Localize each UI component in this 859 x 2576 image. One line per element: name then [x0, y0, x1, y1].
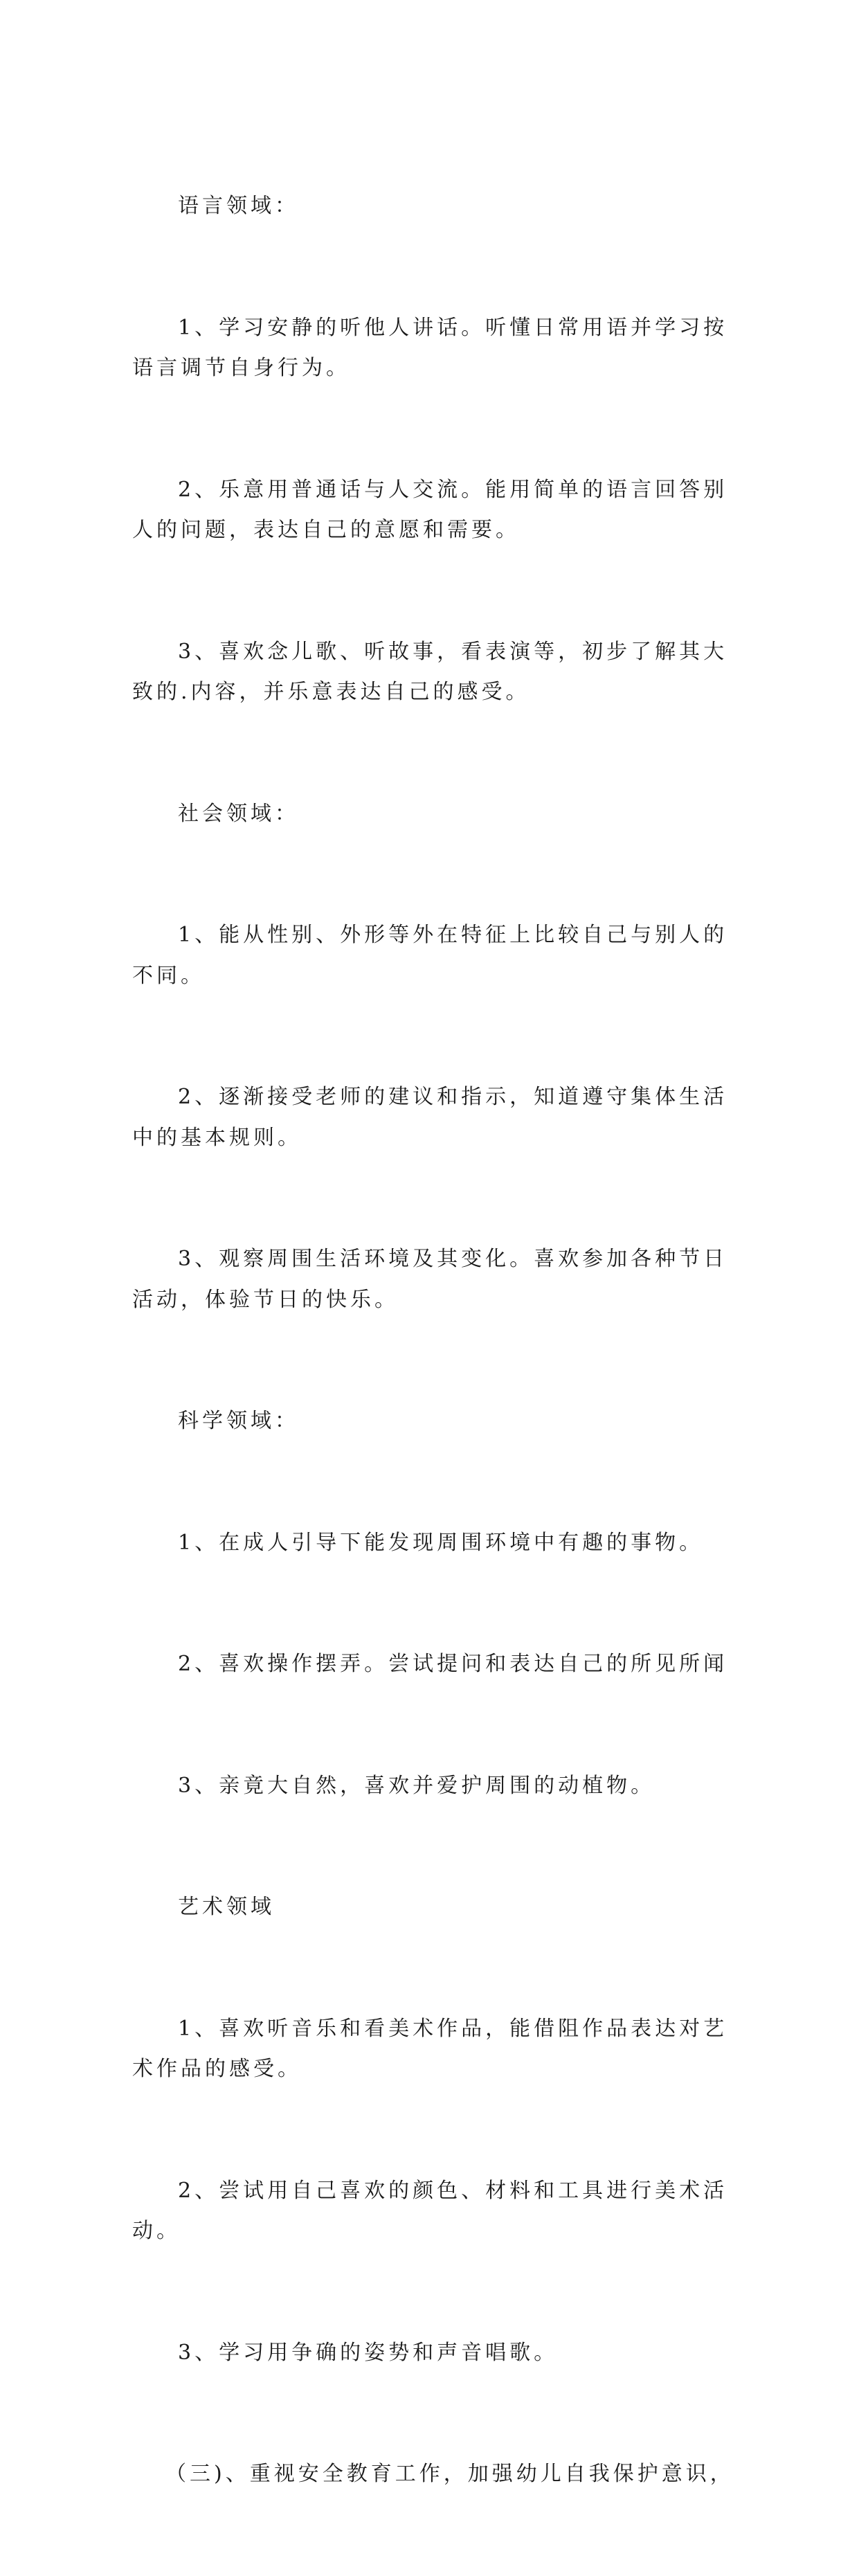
social-item-2: 2、逐渐接受老师的建议和指示，知道遵守集体生活中的基本规则。 [132, 1085, 728, 1150]
social-item-3: 3、观察周围生活环境及其变化。喜欢参加各种节日活动，体验节日的快乐。 [132, 1247, 728, 1312]
science-item-2: 2、喜欢操作摆弄。尝试提问和表达自己的所见所闻 [178, 1652, 728, 1676]
heading-social-domain: 社会领域： [178, 801, 299, 826]
section-three-heading: （三)、重视安全教育工作，加强幼儿自我保护意识， [165, 2462, 734, 2486]
heading-art-domain: 艺术领域 [178, 1895, 275, 1919]
art-item-1: 1、喜欢听音乐和看美术作品，能借阻作品表达对艺术作品的感受。 [132, 2016, 728, 2081]
language-item-2: 2、乐意用普通话与人交流。能用简单的语言回答别人的问题，表达自己的意愿和需要。 [132, 477, 728, 542]
science-item-1: 1、在成人引导下能发现周围环境中有趣的事物。 [178, 1530, 704, 1555]
document-body [132, 105, 734, 2576]
language-item-3: 3、喜欢念儿歌、听故事，看表演等，初步了解其大致的.内容，并乐意表达自己的感受。 [132, 639, 728, 704]
heading-science-domain: 科学领域： [178, 1409, 299, 1433]
art-item-2: 2、尝试用自己喜欢的颜色、材料和工具进行美术活动。 [132, 2178, 728, 2243]
heading-language-domain: 语言领域： [178, 194, 299, 218]
social-item-1: 1、能从性别、外形等外在特征上比较自己与别人的不同。 [132, 923, 728, 988]
language-item-1: 1、学习安静的听他人讲话。听懂日常用语并学习按语言调节自身行为。 [132, 315, 728, 380]
art-item-3: 3、学习用争确的姿势和声音唱歌。 [178, 2340, 559, 2365]
science-item-3: 3、亲竟大自然，喜欢并爱护周围的动植物。 [178, 1773, 655, 1798]
